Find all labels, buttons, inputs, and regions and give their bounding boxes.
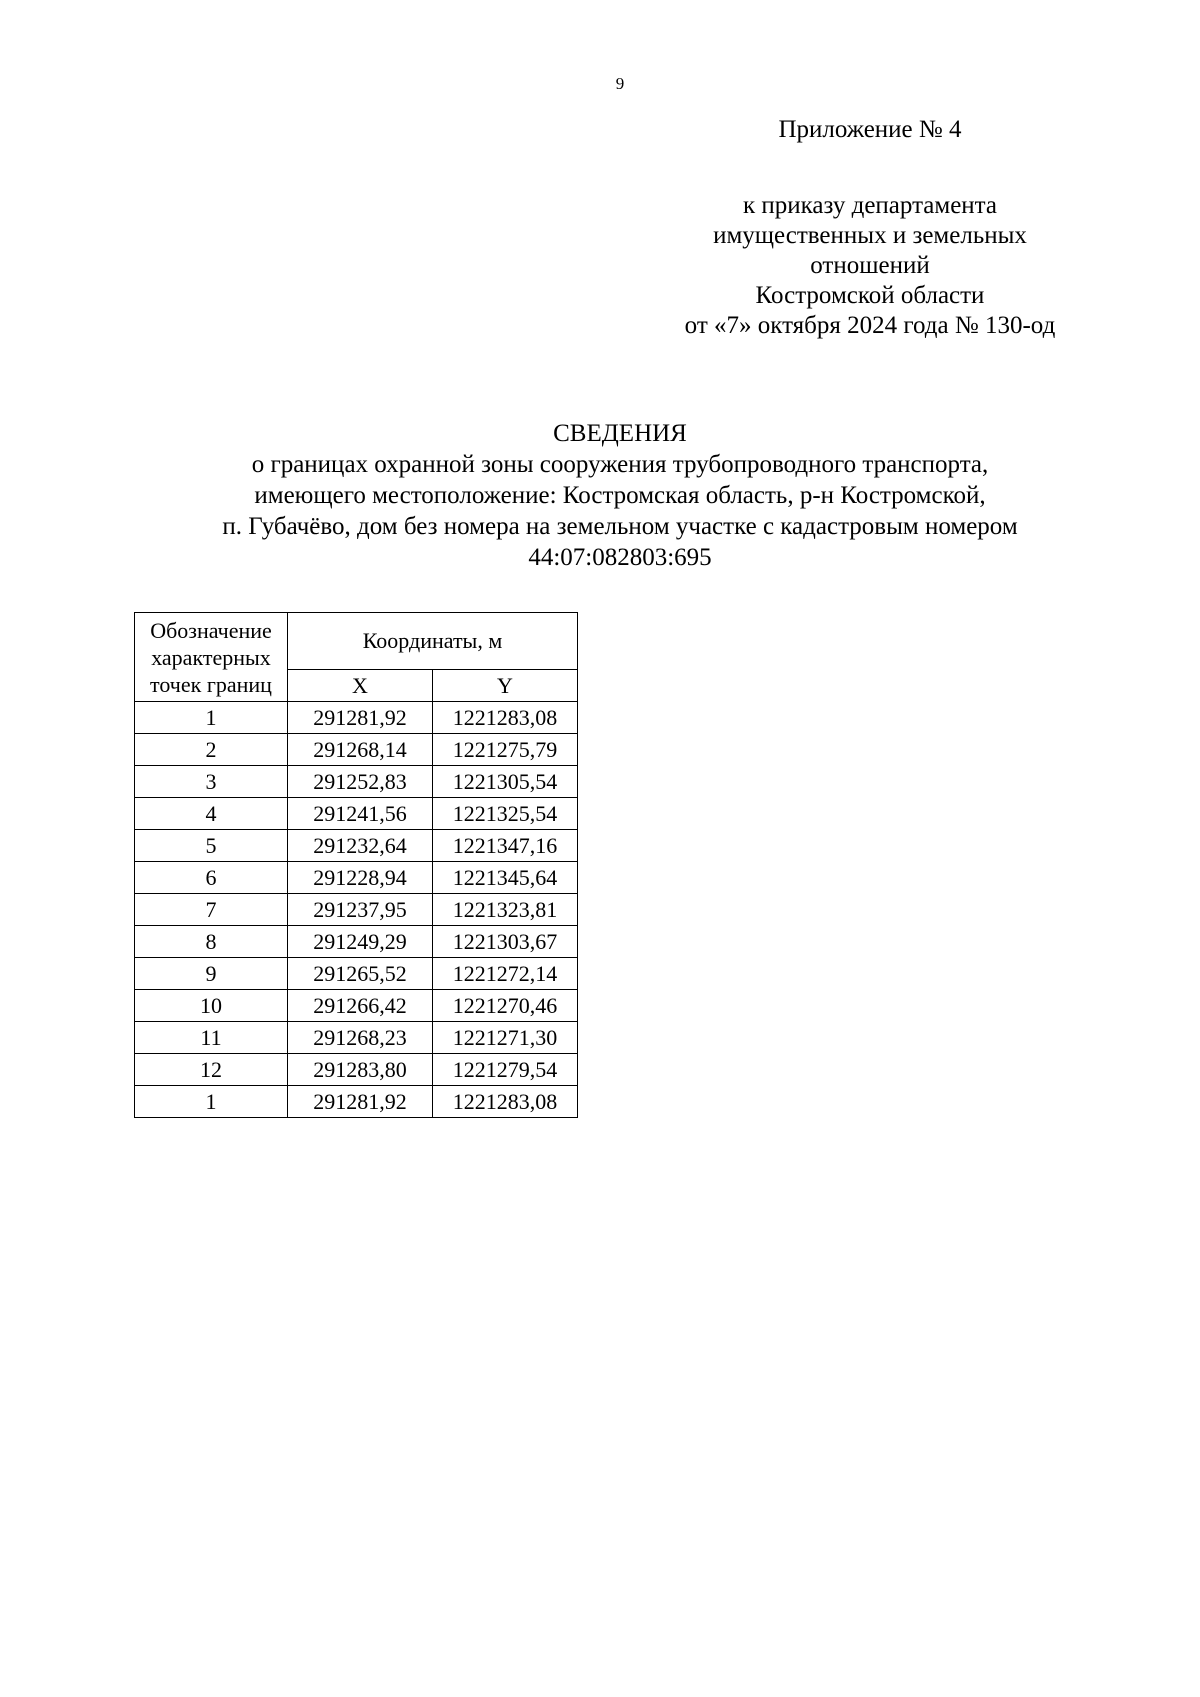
- y-coordinate-cell: 1221303,67: [433, 926, 578, 958]
- table-row: [135, 990, 578, 1022]
- y-coordinate-cell: 1221271,30: [433, 1022, 578, 1054]
- heading-line: п. Губачёво, дом без номера на земельном участке с кадастровым номером: [222, 513, 1018, 540]
- point-cell: 9: [135, 958, 288, 990]
- order-line: имущественных и земельных: [713, 222, 1027, 249]
- y-coordinate-cell: 1221347,16: [433, 830, 578, 862]
- x-coordinate-cell: 291252,83: [288, 766, 433, 798]
- coordinates-table: [134, 612, 578, 1118]
- y-coordinate-cell: 1221283,08: [433, 1086, 578, 1118]
- point-cell: 8: [135, 926, 288, 958]
- x-coordinate-cell: 291232,64: [288, 830, 433, 862]
- x-coordinate-cell: 291228,94: [288, 862, 433, 894]
- y-coordinate-cell: 1221275,79: [433, 734, 578, 766]
- y-coordinate-cell: 1221345,64: [433, 862, 578, 894]
- x-column-header: X: [288, 670, 433, 702]
- order-line: Костромской области: [755, 282, 985, 309]
- x-coordinate-cell: 291268,14: [288, 734, 433, 766]
- x-coordinate-cell: 291237,95: [288, 894, 433, 926]
- table-row: [135, 1054, 578, 1086]
- table-row: [135, 830, 578, 862]
- y-coordinate-cell: 1221279,54: [433, 1054, 578, 1086]
- point-cell: 7: [135, 894, 288, 926]
- table-row: [135, 894, 578, 926]
- table-row: [135, 766, 578, 798]
- coordinates-header: Координаты, м: [288, 613, 578, 670]
- heading-title: СВЕДЕНИЯ: [553, 420, 687, 447]
- heading-line: о границах охранной зоны сооружения трубопроводного транспорта,: [251, 451, 989, 478]
- y-column-header: Y: [433, 670, 578, 702]
- point-cell: 1: [135, 1086, 288, 1118]
- point-cell: 3: [135, 766, 288, 798]
- point-column-header: [135, 613, 288, 702]
- x-coordinate-cell: 291241,56: [288, 798, 433, 830]
- y-coordinate-cell: 1221323,81: [433, 894, 578, 926]
- x-coordinate-cell: 291266,42: [288, 990, 433, 1022]
- point-cell: 1: [135, 702, 288, 734]
- point-cell: 6: [135, 862, 288, 894]
- point-cell: 4: [135, 798, 288, 830]
- x-coordinate-cell: 291281,92: [288, 702, 433, 734]
- x-coordinate-cell: 291249,29: [288, 926, 433, 958]
- table-row: [135, 702, 578, 734]
- x-coordinate-cell: 291281,92: [288, 1086, 433, 1118]
- y-coordinate-cell: 1221272,14: [433, 958, 578, 990]
- table-row: [135, 958, 578, 990]
- x-coordinate-cell: 291283,80: [288, 1054, 433, 1086]
- point-header-line: точек границ: [150, 671, 272, 697]
- point-cell: 11: [135, 1022, 288, 1054]
- appendix-title: Приложение № 4: [778, 116, 962, 143]
- table-row: [135, 1022, 578, 1054]
- point-cell: 10: [135, 990, 288, 1022]
- order-line: к приказу департамента: [742, 192, 998, 219]
- heading-line: 44:07:082803:695: [528, 544, 712, 571]
- x-coordinate-cell: 291268,23: [288, 1022, 433, 1054]
- order-line: от «7» октября 2024 года № 130-од: [684, 312, 1056, 339]
- x-coordinate-cell: 291265,52: [288, 958, 433, 990]
- y-coordinate-cell: 1221305,54: [433, 766, 578, 798]
- table-row: [135, 926, 578, 958]
- order-reference: [620, 191, 1120, 341]
- page-number: 9: [615, 74, 625, 93]
- table-row: [135, 862, 578, 894]
- point-header-line: характерных: [151, 644, 271, 670]
- point-cell: 12: [135, 1054, 288, 1086]
- table-body: [135, 702, 578, 1118]
- order-line: отношений: [810, 252, 930, 279]
- y-coordinate-cell: 1221283,08: [433, 702, 578, 734]
- table-row: [135, 734, 578, 766]
- heading-line: имеющего местоположение: Костромская область, р-н Костромской,: [254, 482, 986, 509]
- point-cell: 5: [135, 830, 288, 862]
- y-coordinate-cell: 1221270,46: [433, 990, 578, 1022]
- document-heading: [100, 418, 1140, 573]
- y-coordinate-cell: 1221325,54: [433, 798, 578, 830]
- point-header-line: Обозначение: [150, 617, 272, 643]
- point-cell: 2: [135, 734, 288, 766]
- table-row: [135, 798, 578, 830]
- table-row: [135, 1086, 578, 1118]
